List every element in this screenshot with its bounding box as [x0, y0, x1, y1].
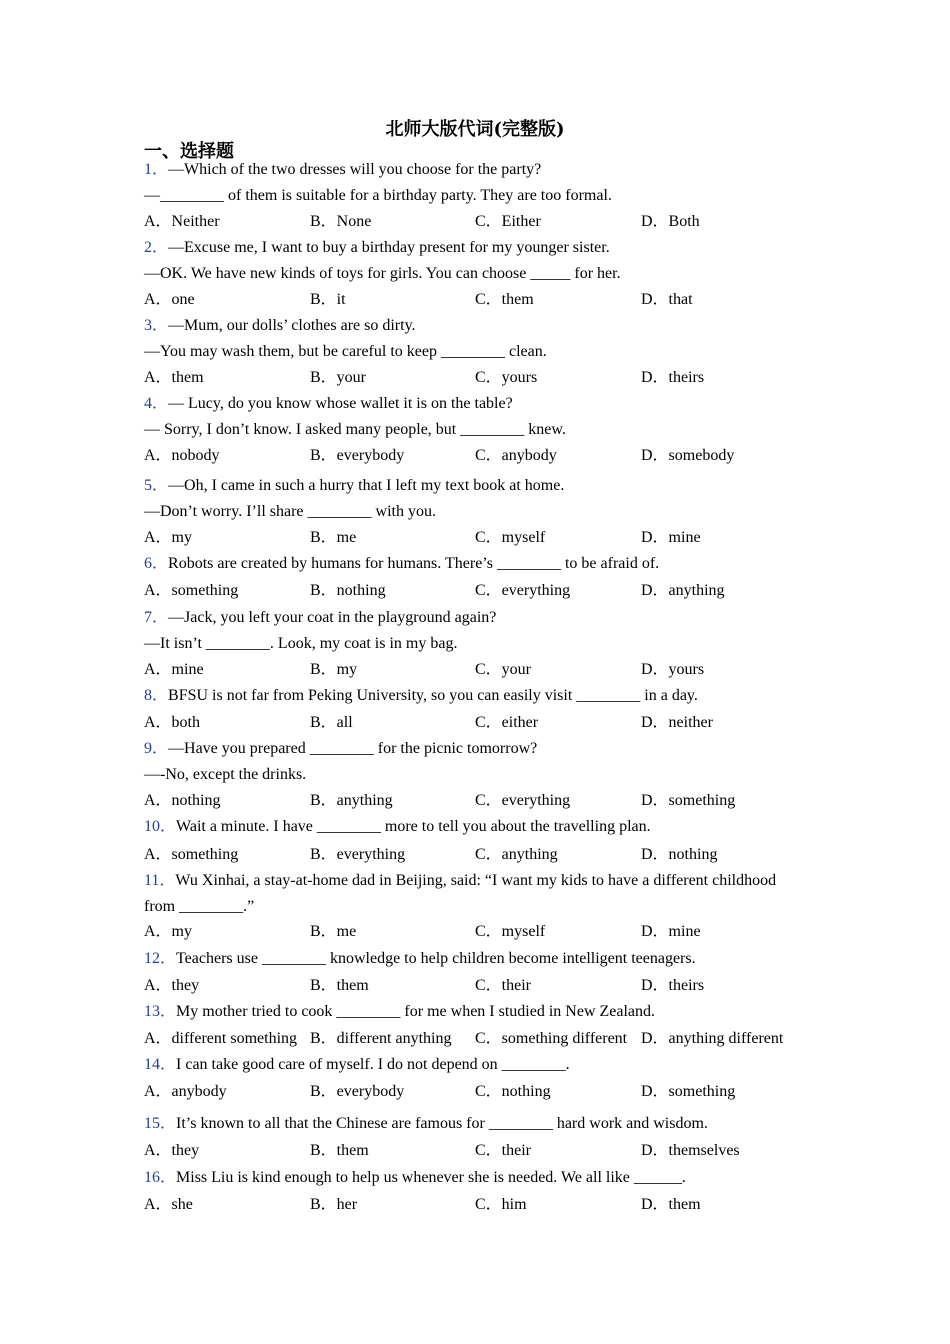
- question-line: [144, 502, 436, 522]
- question-number: 2．: [144, 239, 169, 256]
- answer-option[interactable]: A．Neither: [144, 213, 220, 230]
- answer-option[interactable]: D．themselves: [641, 1142, 740, 1159]
- answer-option[interactable]: A．nothing: [144, 792, 221, 809]
- answer-option[interactable]: D．Both: [641, 213, 700, 230]
- answer-option[interactable]: D．something: [641, 792, 736, 809]
- question-text: from ________.”: [144, 898, 255, 915]
- section-heading: 一、选择题: [144, 141, 234, 162]
- question-text: —Excuse me, I want to buy a birthday present for my younger sister.: [168, 239, 610, 256]
- answer-option[interactable]: A．both: [144, 714, 201, 731]
- answer-option[interactable]: A．they: [144, 977, 200, 994]
- question-line: [144, 420, 566, 440]
- answer-option[interactable]: A．one: [144, 291, 195, 308]
- answer-option[interactable]: D．anything different: [641, 1030, 784, 1047]
- question-text: — Sorry, I don’t know. I asked many people, but ________ knew.: [144, 421, 566, 438]
- answer-option[interactable]: D．that: [641, 291, 693, 308]
- answer-option[interactable]: B．her: [310, 1196, 358, 1213]
- answer-option[interactable]: B．everybody: [310, 1083, 405, 1100]
- question-number: 9．: [144, 740, 169, 757]
- answer-option[interactable]: B．anything: [310, 792, 393, 809]
- answer-option[interactable]: C．their: [475, 1142, 531, 1159]
- answer-option[interactable]: A．my: [144, 923, 193, 940]
- question-number: 6．: [144, 555, 169, 572]
- answer-option[interactable]: A．my: [144, 529, 193, 546]
- answer-option[interactable]: C．everything: [475, 582, 571, 599]
- question-stem: [144, 394, 513, 414]
- question-text: BFSU is not far from Peking University, so you can easily visit ________ in a day.: [168, 687, 698, 704]
- answer-option[interactable]: C．your: [475, 661, 532, 678]
- answer-option[interactable]: B．me: [310, 529, 357, 546]
- answer-option[interactable]: C．something different: [475, 1030, 628, 1047]
- answer-option[interactable]: A．something: [144, 582, 239, 599]
- question-line: [144, 186, 612, 206]
- answer-option[interactable]: A．they: [144, 1142, 200, 1159]
- question-stem: [144, 817, 651, 837]
- answer-option[interactable]: C．nothing: [475, 1083, 551, 1100]
- answer-option[interactable]: B．None: [310, 213, 372, 230]
- answer-option[interactable]: C．yours: [475, 369, 538, 386]
- answer-option[interactable]: D．nothing: [641, 846, 718, 863]
- question-stem: [144, 871, 776, 891]
- question-text: —OK. We have new kinds of toys for girls. You can choose _____ for her.: [144, 265, 621, 282]
- question-text: —Mum, our dolls’ clothes are so dirty.: [168, 317, 416, 334]
- question-number: 16．: [144, 1169, 177, 1186]
- answer-option[interactable]: A．she: [144, 1196, 193, 1213]
- question-text: Teachers use ________ knowledge to help children become intelligent teenagers.: [176, 950, 696, 967]
- question-line: [144, 897, 254, 917]
- question-number: 12．: [144, 950, 177, 967]
- answer-option[interactable]: B．nothing: [310, 582, 386, 599]
- question-text: —Jack, you left your coat in the playground again?: [168, 609, 497, 626]
- answer-option[interactable]: A．something: [144, 846, 239, 863]
- question-number: 14．: [144, 1056, 177, 1073]
- question-number: 13．: [144, 1003, 177, 1020]
- question-text: —Have you prepared ________ for the picnic tomorrow?: [168, 740, 538, 757]
- answer-option[interactable]: B．different anything: [310, 1030, 452, 1047]
- answer-option[interactable]: A．mine: [144, 661, 204, 678]
- question-text: —________ of them is suitable for a birthday party. They are too formal.: [144, 187, 612, 204]
- answer-option[interactable]: D．somebody: [641, 447, 735, 464]
- question-stem: [144, 554, 659, 574]
- answer-option[interactable]: A．anybody: [144, 1083, 227, 1100]
- question-text: It’s known to all that the Chinese are famous for ________ hard work and wisdom.: [176, 1115, 708, 1132]
- question-stem: [144, 739, 537, 759]
- question-number: 7．: [144, 609, 169, 626]
- answer-option[interactable]: B．me: [310, 923, 357, 940]
- answer-option[interactable]: A．them: [144, 369, 204, 386]
- question-stem: [144, 316, 416, 336]
- question-stem: [144, 1168, 686, 1188]
- page-title: 北师大版代词(完整版): [385, 119, 565, 140]
- question-text: I can take good care of myself. I do not depend on ________.: [176, 1056, 570, 1073]
- question-text: —-No, except the drinks.: [144, 766, 307, 783]
- answer-option[interactable]: B．them: [310, 977, 369, 994]
- question-stem: [144, 476, 564, 496]
- question-number: 5．: [144, 477, 169, 494]
- answer-option[interactable]: B．all: [310, 714, 353, 731]
- question-line: [144, 765, 306, 785]
- question-number: 3．: [144, 317, 169, 334]
- answer-option[interactable]: B．my: [310, 661, 358, 678]
- question-stem: [144, 1002, 655, 1022]
- question-stem: [144, 238, 610, 258]
- answer-option[interactable]: D．something: [641, 1083, 736, 1100]
- answer-option[interactable]: C．myself: [475, 923, 546, 940]
- question-text: —Don’t worry. I’ll share ________ with you.: [144, 503, 436, 520]
- answer-option[interactable]: B．everything: [310, 846, 406, 863]
- answer-option[interactable]: D．mine: [641, 923, 701, 940]
- answer-option[interactable]: C．anything: [475, 846, 558, 863]
- question-stem: [144, 1055, 570, 1075]
- question-text: —You may wash them, but be careful to keep ________ clean.: [144, 343, 547, 360]
- answer-option[interactable]: B．everybody: [310, 447, 405, 464]
- question-text: —Oh, I came in such a hurry that I left my text book at home.: [168, 477, 565, 494]
- question-stem: [144, 1114, 708, 1134]
- question-stem: [144, 949, 696, 969]
- question-number: 11．: [144, 872, 176, 889]
- answer-option[interactable]: B．them: [310, 1142, 369, 1159]
- answer-option[interactable]: C．anybody: [475, 447, 557, 464]
- question-text: —Which of the two dresses will you choose for the party?: [168, 161, 542, 178]
- answer-option[interactable]: C．their: [475, 977, 531, 994]
- question-number: 4．: [144, 395, 169, 412]
- answer-option[interactable]: D．theirs: [641, 369, 705, 386]
- answer-option[interactable]: D．yours: [641, 661, 705, 678]
- question-stem: [144, 686, 698, 706]
- question-text: — Lucy, do you know whose wallet it is on the table?: [168, 395, 513, 412]
- answer-option[interactable]: C．either: [475, 714, 539, 731]
- answer-option[interactable]: B．it: [310, 291, 346, 308]
- question-line: [144, 342, 547, 362]
- answer-option[interactable]: A．nobody: [144, 447, 220, 464]
- answer-option[interactable]: C．everything: [475, 792, 571, 809]
- question-number: 15．: [144, 1115, 177, 1132]
- question-stem: [144, 608, 496, 628]
- question-line: [144, 264, 621, 284]
- answer-option[interactable]: D．neither: [641, 714, 713, 731]
- question-text: Wu Xinhai, a stay-at-home dad in Beijing, said: “I want my kids to have a different childhood: [175, 872, 777, 889]
- answer-option[interactable]: C．Either: [475, 213, 541, 230]
- question-number: 1．: [144, 161, 169, 178]
- answer-option[interactable]: C．him: [475, 1196, 527, 1213]
- question-line: [144, 634, 457, 654]
- question-text: Miss Liu is kind enough to help us whenever she is needed. We all like ______.: [176, 1169, 686, 1186]
- answer-option[interactable]: D．anything: [641, 582, 725, 599]
- answer-option[interactable]: B．your: [310, 369, 367, 386]
- answer-option[interactable]: D．mine: [641, 529, 701, 546]
- question-text: My mother tried to cook ________ for me when I studied in New Zealand.: [176, 1003, 656, 1020]
- answer-option[interactable]: C．them: [475, 291, 534, 308]
- question-number: 8．: [144, 687, 169, 704]
- answer-option[interactable]: D．them: [641, 1196, 701, 1213]
- question-text: Robots are created by humans for humans. There’s ________ to be afraid of.: [168, 555, 660, 572]
- question-text: Wait a minute. I have ________ more to tell you about the travelling plan.: [176, 818, 651, 835]
- answer-option[interactable]: C．myself: [475, 529, 546, 546]
- question-text: —It isn’t ________. Look, my coat is in my bag.: [144, 635, 458, 652]
- answer-option[interactable]: D．theirs: [641, 977, 705, 994]
- question-stem: [144, 160, 541, 180]
- question-number: 10．: [144, 818, 177, 835]
- answer-option[interactable]: A．different something: [144, 1030, 298, 1047]
